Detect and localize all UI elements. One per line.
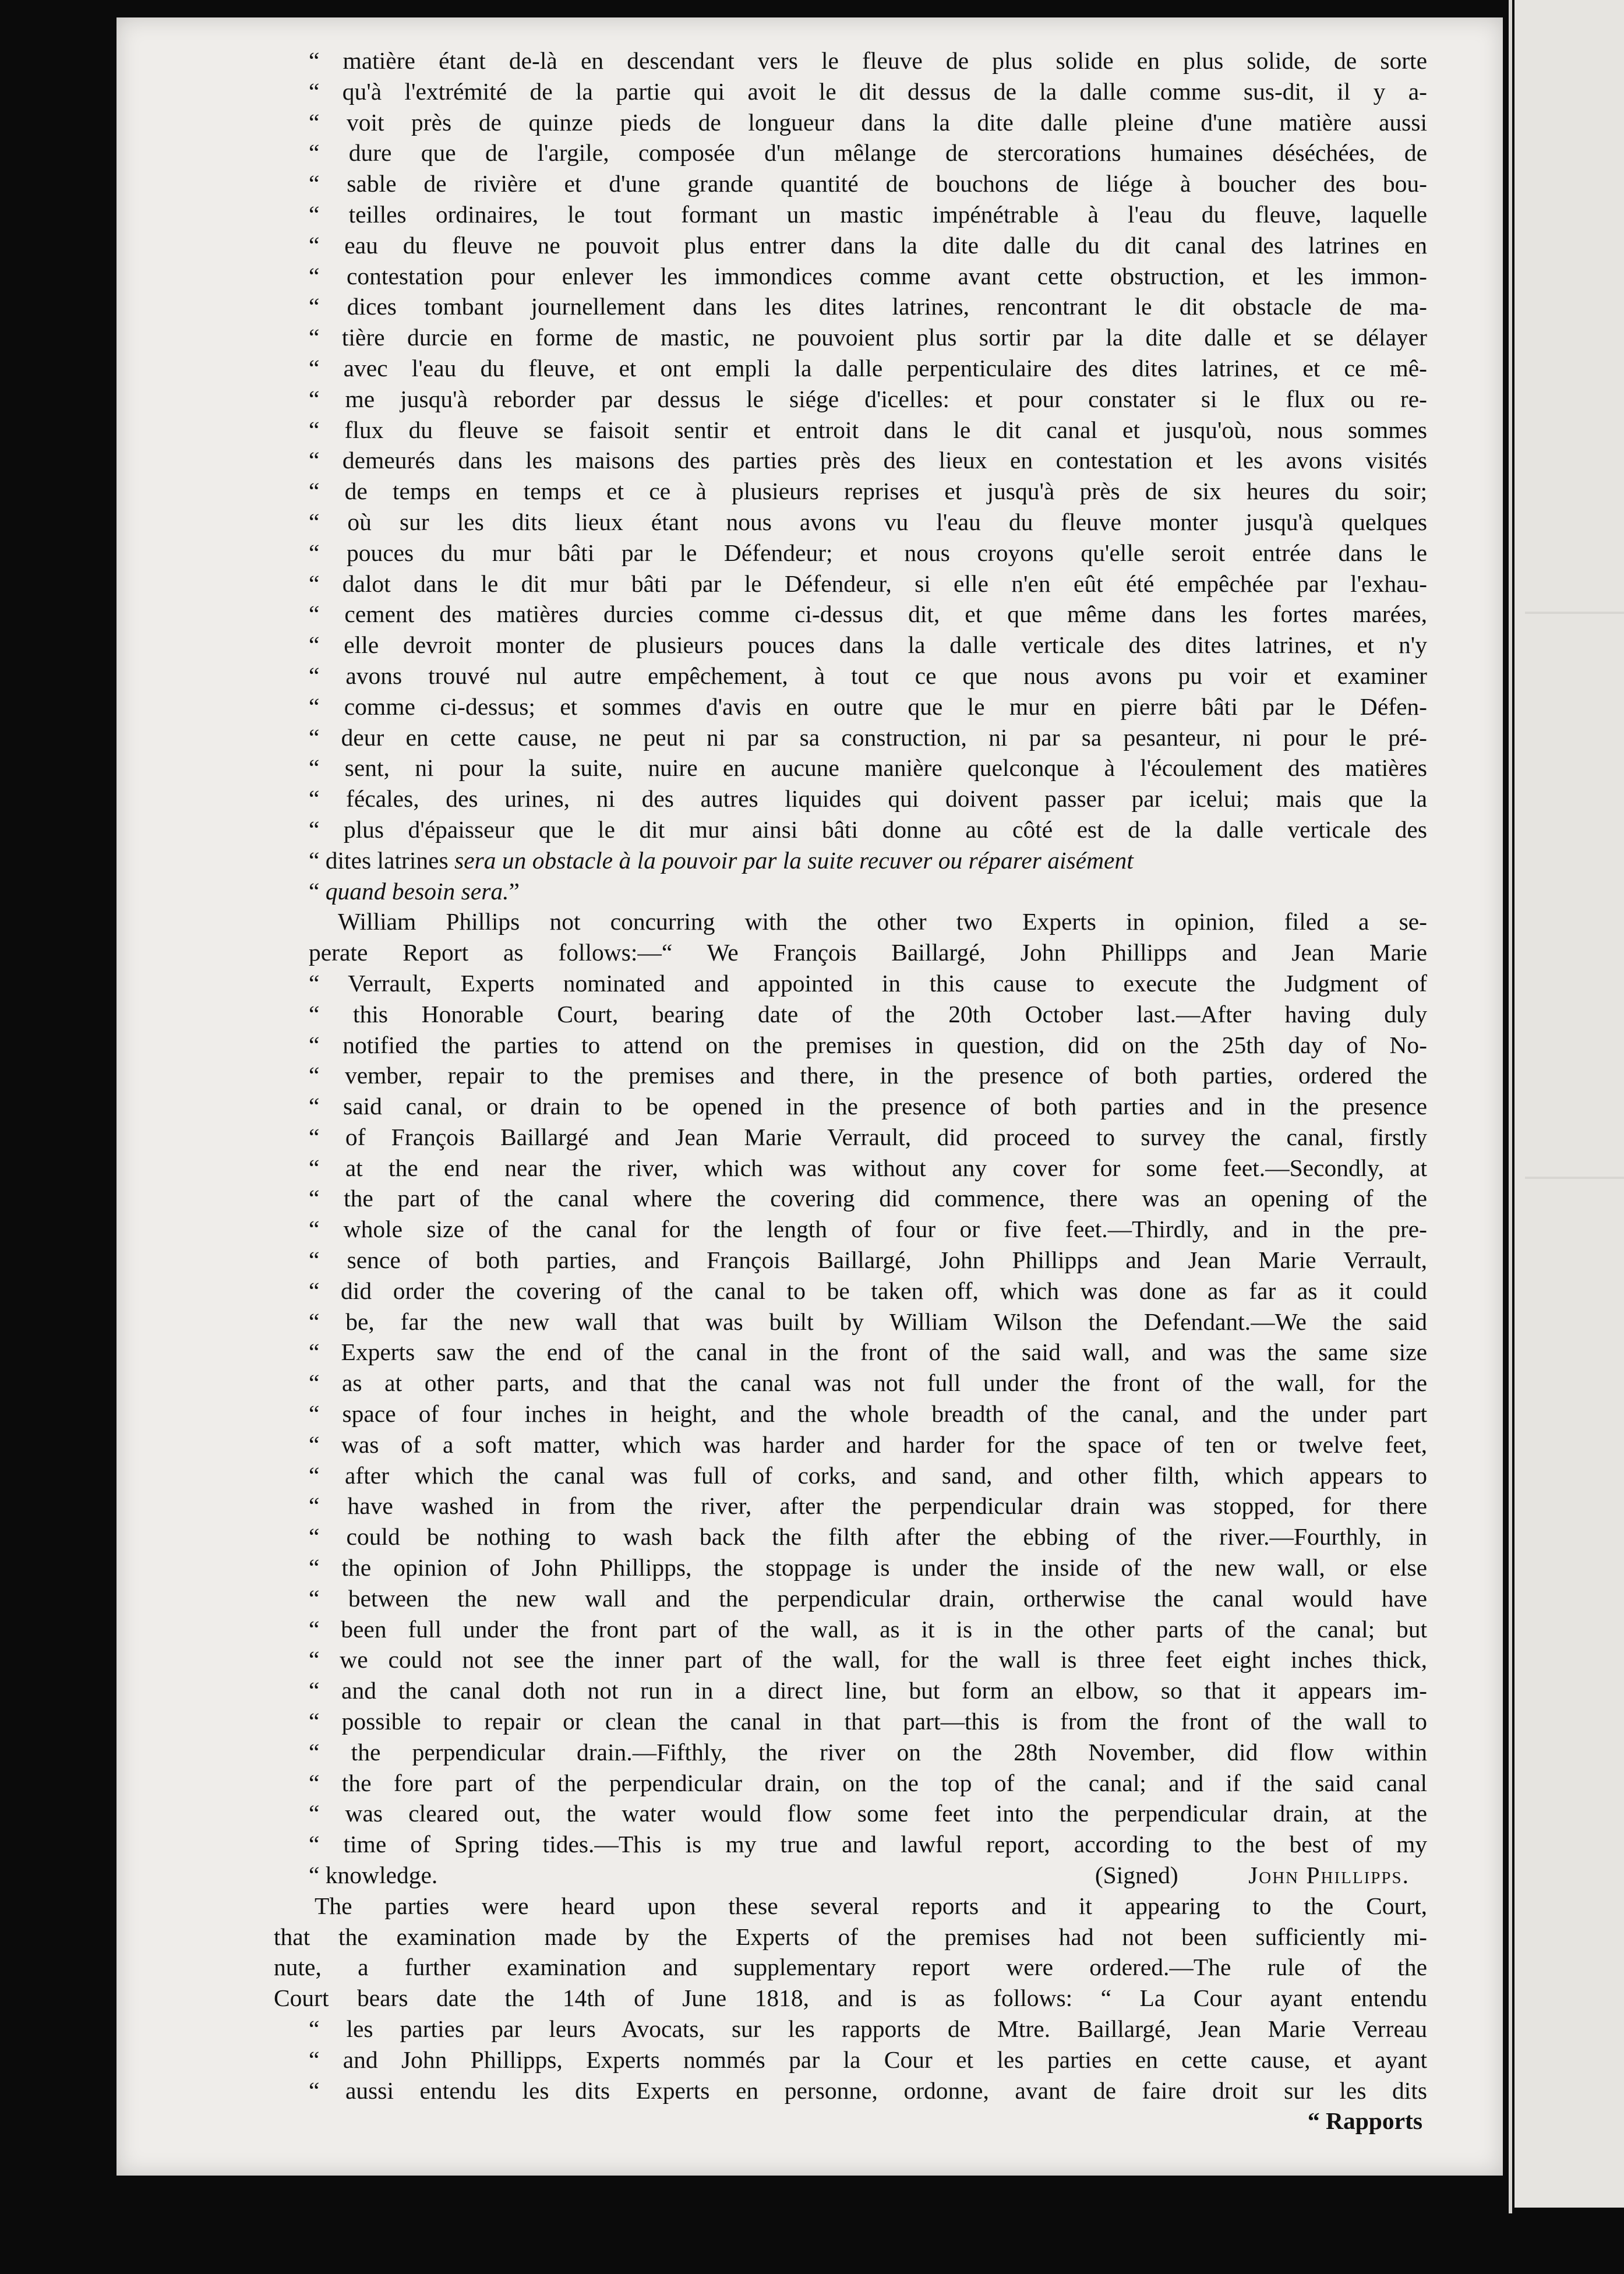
text-line: “ time of Spring tides.—This is my true and lawful report, according to the best of my <box>309 1831 1427 1858</box>
closing-paragraph <box>274 1891 1427 2106</box>
text-line: “ elle devroit monter de plusieurs pouces dans la dalle verticale des dites latrines, et n'y <box>309 631 1427 659</box>
text-line: “ pouces du mur bâti par le Défendeur; et nous croyons qu'elle seroit entrée dans le <box>309 539 1427 566</box>
catchword <box>309 2106 1427 2137</box>
text-line: “ did order the covering of the canal to be taken off, which was done as far as it could <box>309 1277 1427 1304</box>
text-line: “ où sur les dits lieux étant nous avons vu l'eau du fleuve monter jusqu'à quelques <box>309 508 1427 535</box>
text-line: “ after which the canal was full of corks, and sand, and other filth, which appears to <box>309 1461 1427 1489</box>
text-line: The parties were heard upon these several reports and it appearing to the Court, <box>315 1892 1427 1919</box>
signature-block <box>1095 1860 1427 1891</box>
text-line: “ possible to repair or clean the canal in that part—this is from the front of the wall to <box>309 1708 1427 1735</box>
text-line: “ sence of both parties, and François Baillargé, John Phillipps and Jean Marie Verrault, <box>309 1247 1427 1274</box>
text-line: “ and the canal doth not run in a direct line, but form an elbow, so that it appears im- <box>309 1677 1427 1704</box>
text-line: “ de temps en temps et ce à plusieurs reprises et jusqu'à près de six heures du soir; <box>309 478 1427 505</box>
text-line: “ the opinion of John Phillipps, the stoppage is under the inside of the new wall, or else <box>309 1554 1427 1581</box>
text-line: “ and John Phillipps, Experts nommés par la Cour et les parties en cette cause, et ayant <box>309 2046 1427 2073</box>
signature-knowledge: “ knowledge. <box>309 1862 438 1889</box>
text-line: “ Verrault, Experts nominated and appointed in this cause to execute the Judgment of <box>309 969 1427 997</box>
text-line: “ aussi entendu les dits Experts en personne, ordonne, avant de faire droit sur les dits <box>309 2077 1427 2104</box>
text-line: “ dalot dans le dit mur bâti par le Défendeur, si elle n'en eût été empêchée par l'exhau- <box>309 570 1427 597</box>
text-line: “ cement des matières durcies comme ci-dessus dit, et que même dans les fortes marées, <box>309 601 1427 628</box>
text-line: “ be, far the new wall that was built by William Wilson the Defendant.—We the said <box>309 1308 1427 1335</box>
french-quote <box>309 45 1427 845</box>
text-line: “ vember, repair to the premises and there, in the presence of both parties, ordered the <box>309 1062 1427 1089</box>
english-quote <box>309 968 1427 1860</box>
text-line: “ was cleared out, the water would flow some feet into the perpendicular drain, at the <box>309 1800 1427 1827</box>
text-line: William Phillips not concurring with the other two Experts in opinion, filed a se- <box>338 908 1427 935</box>
text-run: ” <box>509 877 520 905</box>
text-line: “ whole size of the canal for the length of four or five feet.—Thirdly, and in the pre- <box>309 1216 1427 1243</box>
text-line: “ eau du fleuve ne pouvoit plus entrer dans la dite dalle du dit canal des latrines en <box>309 231 1427 259</box>
text-line: “ sent, ni pour la suite, nuire en aucune manière quelconque à l'écoulement des matières <box>309 754 1427 782</box>
text-line: “ of François Baillargé and Jean Marie Verrault, did proceed to survey the canal, firstly <box>309 1123 1427 1150</box>
text-line: “ avec l'eau du fleuve, et ont empli la dalle perpenticulaire des dites latrines, et ce mê- <box>309 354 1427 382</box>
text-line: Court bears date the 14th of June 1818, and is as follows: “ La Cour ayant entendu <box>274 1985 1427 2012</box>
text-line: “ between the new wall and the perpendicular drain, ortherwise the canal would have <box>309 1584 1427 1612</box>
signatory-name: John Phillipps. <box>1248 1862 1410 1889</box>
text-line: “ contestation pour enlever les immondices comme avant cette obstruction, et les immon- <box>309 262 1427 289</box>
text-line: “ the part of the canal where the covering did commence, there was an opening of the <box>309 1185 1427 1212</box>
signature-line <box>309 1860 1427 1891</box>
catchword-text: “ Rapports <box>1307 2107 1422 2135</box>
text-line: “ Experts saw the end of the canal in the front of the said wall, and was the same size <box>309 1339 1427 1366</box>
text-line: “ we could not see the inner part of the wall, for the wall is three feet eight inches thick, <box>309 1646 1427 1673</box>
text-line: “ at the end near the river, which was without any cover for some feet.—Secondly, at <box>309 1154 1427 1181</box>
text-line: “ demeurés dans les maisons des parties près des lieux en contestation et les avons visités <box>309 447 1427 474</box>
text-line: that the examination made by the Experts of the premises had not been sufficiently mi- <box>274 1923 1427 1950</box>
text-line: “ notified the parties to attend on the premises in question, did on the 25th day of No- <box>309 1031 1427 1058</box>
text-line: “ tière durcie en forme de mastic, ne pouvoient plus sortir par la dite dalle et se délayer <box>309 324 1427 351</box>
text-line: nute, a further examination and supplementary report were ordered.—The rule of the <box>274 1954 1427 1981</box>
text-line: “ dure que de l'argile, composée d'un mêlange de stercorations humaines déséchées, de <box>309 139 1427 167</box>
text-line: “ the perpendicular drain.—Fifthly, the river on the 28th November, did flow within <box>309 1738 1427 1765</box>
text-line: “ said canal, or drain to be opened in the presence of both parties and in the presence <box>309 1093 1427 1120</box>
text-line: “ flux du fleuve se faisoit sentir et entroit dans le dit canal et jusqu'où, nous sommes <box>309 416 1427 443</box>
text-line: “ qu'à l'extrémité de la partie qui avoit le dit dessus de la dalle comme sus-dit, il y a- <box>309 77 1427 105</box>
text-line: “ les parties par leurs Avocats, sur les rapports de Mtre. Baillargé, Jean Marie Verreau <box>309 2015 1427 2042</box>
text-line: “ the fore part of the perpendicular drain, on the top of the canal; and if the said canal <box>309 1769 1427 1796</box>
page-text <box>274 45 1427 2137</box>
text-line: “ dices tombant journellement dans les dites latrines, rencontrant le dit obstacle de ma- <box>309 293 1427 320</box>
text-line: “ sable de rivière et d'une grande quantité de bouchons de liége à boucher des bou- <box>309 170 1427 197</box>
page-divider <box>1525 1177 1624 1179</box>
text-line: “ this Honorable Court, bearing date of the 20th October last.—After having duly <box>309 1000 1427 1027</box>
french-quote-italic-line <box>309 845 1427 876</box>
text-line: “ space of four inches in height, and the whole breadth of the canal, and the under part <box>309 1400 1427 1428</box>
text-line: “ deur en cette cause, ne peut ni par sa construction, ni par sa pesanteur, ni pour le pré- <box>309 723 1427 751</box>
italic-run: quand besoin sera. <box>325 877 509 905</box>
page-divider <box>1525 612 1624 614</box>
text-line: “ have washed in from the river, after the perpendicular drain was stopped, for there <box>309 1492 1427 1520</box>
text-line: “ fécales, des urines, ni des autres liquides qui doivent passer par icelui; mais que la <box>309 785 1427 813</box>
text-line: “ teilles ordinaires, le tout formant un mastic impénétrable à l'eau du fleuve, laquelle <box>309 200 1427 228</box>
text-line: “ matière étant de-là en descendant vers le fleuve de plus solide en plus solide, de sorte <box>309 47 1427 74</box>
text-line: “ could be nothing to wash back the filth after the ebbing of the river.—Fourthly, in <box>309 1523 1427 1551</box>
text-line: “ been full under the front part of the wall, as it is in the other parts of the canal; but <box>309 1615 1427 1643</box>
french-quote-final-line <box>309 876 1427 907</box>
italic-run: sera un obstacle à la pouvoir par la suite recuver ou réparer aisément <box>454 846 1134 874</box>
text-run: “ dites latrines <box>309 846 455 874</box>
text-line: “ plus d'épaisseur que le dit mur ainsi bâti donne au côté est de la dalle verticale des <box>309 815 1427 843</box>
text-line: “ me jusqu'à reborder par dessus le siége d'icelles: et pour constater si le flux ou re- <box>309 385 1427 412</box>
page-edge <box>1509 0 1512 2213</box>
phillips-intro-paragraph <box>309 906 1427 968</box>
facing-page-strip <box>1514 0 1624 2208</box>
text-line: “ was of a soft matter, which was harder and harder for the space of ten or twelve feet, <box>309 1431 1427 1458</box>
text-line: “ comme ci-dessus; et sommes d'avis en outre que le mur en pierre bâti par le Défen- <box>309 693 1427 720</box>
text-run: “ <box>309 877 326 905</box>
text-line: “ as at other parts, and that the canal was not full under the front of the wall, for the <box>309 1369 1427 1397</box>
signed-label: (Signed) <box>1095 1862 1178 1889</box>
text-line: “ avons trouvé nul autre empêchement, à tout ce que nous avons pu voir et examiner <box>309 662 1427 689</box>
text-line: perate Report as follows:—“ We François Baillargé, John Phillipps and Jean Marie <box>309 939 1427 966</box>
text-line: “ voit près de quinze pieds de longueur dans la dite dalle pleine d'une matière aussi <box>309 108 1427 136</box>
